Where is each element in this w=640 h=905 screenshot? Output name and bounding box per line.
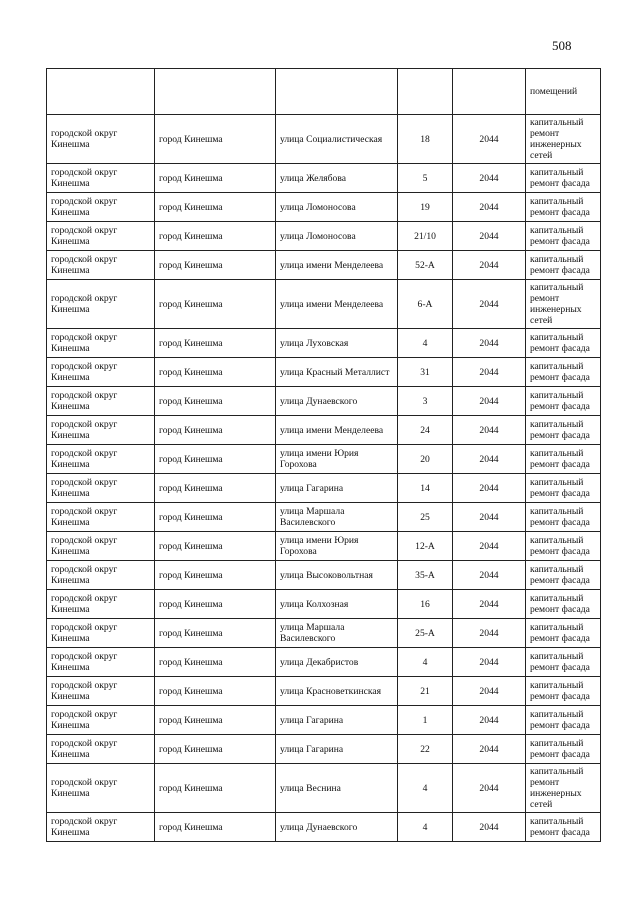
cell-work: капитальный ремонт фасада [526,193,601,222]
cell-district: городской округ Кинешма [47,561,155,590]
cell-year: 2044 [453,193,526,222]
cell-house: 4 [398,813,453,842]
cell-street: улица Маршала Василевского [276,619,398,648]
cell-district: городской округ Кинешма [47,474,155,503]
cell-house: 16 [398,590,453,619]
repair-schedule-table [46,68,601,842]
cell-district: городской округ Кинешма [47,222,155,251]
cell-work: капитальный ремонт фасада [526,590,601,619]
cell-house: 14 [398,474,453,503]
cell-district: городской округ Кинешма [47,532,155,561]
cell-street: улица имени Юрия Горохова [276,445,398,474]
cell-city [155,69,276,115]
cell-city: город Кинешма [155,416,276,445]
cell-street: улица Веснина [276,764,398,813]
cell-work: капитальный ремонт фасада [526,706,601,735]
cell-street: улица имени Менделеева [276,416,398,445]
table-row [47,532,601,561]
cell-work: капитальный ремонт фасада [526,251,601,280]
cell-street: улица Дунаевского [276,813,398,842]
page-number: 508 [552,38,572,53]
cell-house: 5 [398,164,453,193]
cell-city: город Кинешма [155,619,276,648]
table-row [47,503,601,532]
cell-street: улица Гагарина [276,474,398,503]
cell-house [398,69,453,115]
cell-district: городской округ Кинешма [47,280,155,329]
cell-street: улица Маршала Василевского [276,503,398,532]
cell-house: 4 [398,329,453,358]
cell-year: 2044 [453,561,526,590]
cell-work: капитальный ремонт фасада [526,532,601,561]
cell-work: капитальный ремонт фасада [526,445,601,474]
cell-district: городской округ Кинешма [47,329,155,358]
table-row [47,251,601,280]
cell-house: 4 [398,648,453,677]
cell-district: городской округ Кинешма [47,115,155,164]
table-row-continued [47,69,601,115]
cell-house: 22 [398,735,453,764]
cell-city: город Кинешма [155,561,276,590]
cell-year: 2044 [453,251,526,280]
cell-work: капитальный ремонт фасада [526,329,601,358]
table-row [47,358,601,387]
cell-district: городской округ Кинешма [47,735,155,764]
table-row [47,735,601,764]
table-row [47,193,601,222]
cell-year: 2044 [453,329,526,358]
cell-work: капитальный ремонт фасада [526,735,601,764]
cell-district: городской округ Кинешма [47,813,155,842]
cell-year: 2044 [453,445,526,474]
cell-street: улица Дунаевского [276,387,398,416]
cell-city: город Кинешма [155,445,276,474]
cell-house: 6-А [398,280,453,329]
cell-work: капитальный ремонт фасада [526,619,601,648]
cell-district: городской округ Кинешма [47,164,155,193]
cell-city: город Кинешма [155,648,276,677]
cell-street [276,69,398,115]
cell-year: 2044 [453,677,526,706]
cell-street: улица имени Юрия Горохова [276,532,398,561]
table-row [47,648,601,677]
cell-year: 2044 [453,590,526,619]
cell-city: город Кинешма [155,706,276,735]
cell-work: капитальный ремонт фасада [526,358,601,387]
cell-district: городской округ Кинешма [47,764,155,813]
table-row [47,590,601,619]
cell-work: капитальный ремонт фасада [526,164,601,193]
cell-house: 18 [398,115,453,164]
table-row [47,706,601,735]
cell-city: город Кинешма [155,532,276,561]
cell-year: 2044 [453,222,526,251]
cell-year: 2044 [453,735,526,764]
cell-house: 20 [398,445,453,474]
cell-work: капитальный ремонт фасада [526,474,601,503]
cell-year: 2044 [453,619,526,648]
cell-district: городской округ Кинешма [47,706,155,735]
cell-city: город Кинешма [155,387,276,416]
cell-work: капитальный ремонт фасада [526,677,601,706]
cell-year [453,69,526,115]
table-row [47,764,601,813]
cell-district: городской округ Кинешма [47,358,155,387]
cell-year: 2044 [453,164,526,193]
cell-city: город Кинешма [155,590,276,619]
cell-house: 3 [398,387,453,416]
cell-district: городской округ Кинешма [47,416,155,445]
cell-city: город Кинешма [155,474,276,503]
table-row [47,561,601,590]
table-row [47,677,601,706]
cell-district: городской округ Кинешма [47,387,155,416]
cell-city: город Кинешма [155,193,276,222]
cell-city: город Кинешма [155,251,276,280]
cell-year: 2044 [453,280,526,329]
cell-city: город Кинешма [155,280,276,329]
cell-street: улица Желябова [276,164,398,193]
cell-work: капитальный ремонт фасада [526,648,601,677]
cell-district: городской округ Кинешма [47,648,155,677]
cell-house: 21/10 [398,222,453,251]
cell-work: капитальный ремонт инженерных сетей [526,280,601,329]
cell-year: 2044 [453,115,526,164]
cell-city: город Кинешма [155,222,276,251]
cell-street: улица Красный Металлист [276,358,398,387]
cell-house: 24 [398,416,453,445]
cell-house: 21 [398,677,453,706]
table-row [47,280,601,329]
cell-house: 12-А [398,532,453,561]
cell-city: город Кинешма [155,115,276,164]
cell-house: 4 [398,764,453,813]
table-row [47,329,601,358]
cell-city: город Кинешма [155,735,276,764]
table-body [47,69,601,842]
cell-house: 25 [398,503,453,532]
cell-city: город Кинешма [155,358,276,387]
cell-work: капитальный ремонт фасада [526,813,601,842]
cell-work: капитальный ремонт фасада [526,503,601,532]
cell-street: улица Высоковольтная [276,561,398,590]
table-row [47,813,601,842]
table-row [47,474,601,503]
cell-district [47,69,155,115]
cell-street: улица Ломоносова [276,193,398,222]
table-row [47,387,601,416]
cell-house: 35-А [398,561,453,590]
cell-work: капитальный ремонт фасада [526,222,601,251]
cell-district: городской округ Кинешма [47,251,155,280]
cell-year: 2044 [453,387,526,416]
cell-street: улица Красноветкинская [276,677,398,706]
cell-year: 2044 [453,503,526,532]
cell-city: город Кинешма [155,503,276,532]
cell-year: 2044 [453,764,526,813]
cell-year: 2044 [453,416,526,445]
cell-street: улица имени Менделеева [276,251,398,280]
cell-city: город Кинешма [155,813,276,842]
table-row [47,115,601,164]
cell-street: улица Гагарина [276,735,398,764]
cell-city: город Кинешма [155,164,276,193]
cell-work: капитальный ремонт инженерных сетей [526,764,601,813]
table-row [47,416,601,445]
cell-district: городской округ Кинешма [47,503,155,532]
cell-year: 2044 [453,813,526,842]
cell-street: улица Луховская [276,329,398,358]
cell-house: 19 [398,193,453,222]
cell-year: 2044 [453,474,526,503]
cell-year: 2044 [453,706,526,735]
table-row [47,445,601,474]
cell-house: 52-А [398,251,453,280]
cell-house: 31 [398,358,453,387]
cell-year: 2044 [453,532,526,561]
cell-street: улица Колхозная [276,590,398,619]
cell-house: 1 [398,706,453,735]
cell-street: улица имени Менделеева [276,280,398,329]
cell-district: городской округ Кинешма [47,445,155,474]
cell-district: городской округ Кинешма [47,677,155,706]
cell-work: капитальный ремонт фасада [526,416,601,445]
cell-work: капитальный ремонт фасада [526,387,601,416]
cell-street: улица Гагарина [276,706,398,735]
cell-district: городской округ Кинешма [47,590,155,619]
table-row [47,164,601,193]
cell-city: город Кинешма [155,677,276,706]
cell-work: помещений [526,69,601,115]
table-row [47,619,601,648]
cell-street: улица Ломоносова [276,222,398,251]
cell-work: капитальный ремонт фасада [526,561,601,590]
cell-street: улица Декабристов [276,648,398,677]
cell-house: 25-А [398,619,453,648]
cell-work: капитальный ремонт инженерных сетей [526,115,601,164]
cell-city: город Кинешма [155,329,276,358]
cell-year: 2044 [453,358,526,387]
cell-district: городской округ Кинешма [47,193,155,222]
cell-street: улица Социалистическая [276,115,398,164]
cell-district: городской округ Кинешма [47,619,155,648]
cell-year: 2044 [453,648,526,677]
cell-city: город Кинешма [155,764,276,813]
table-row [47,222,601,251]
